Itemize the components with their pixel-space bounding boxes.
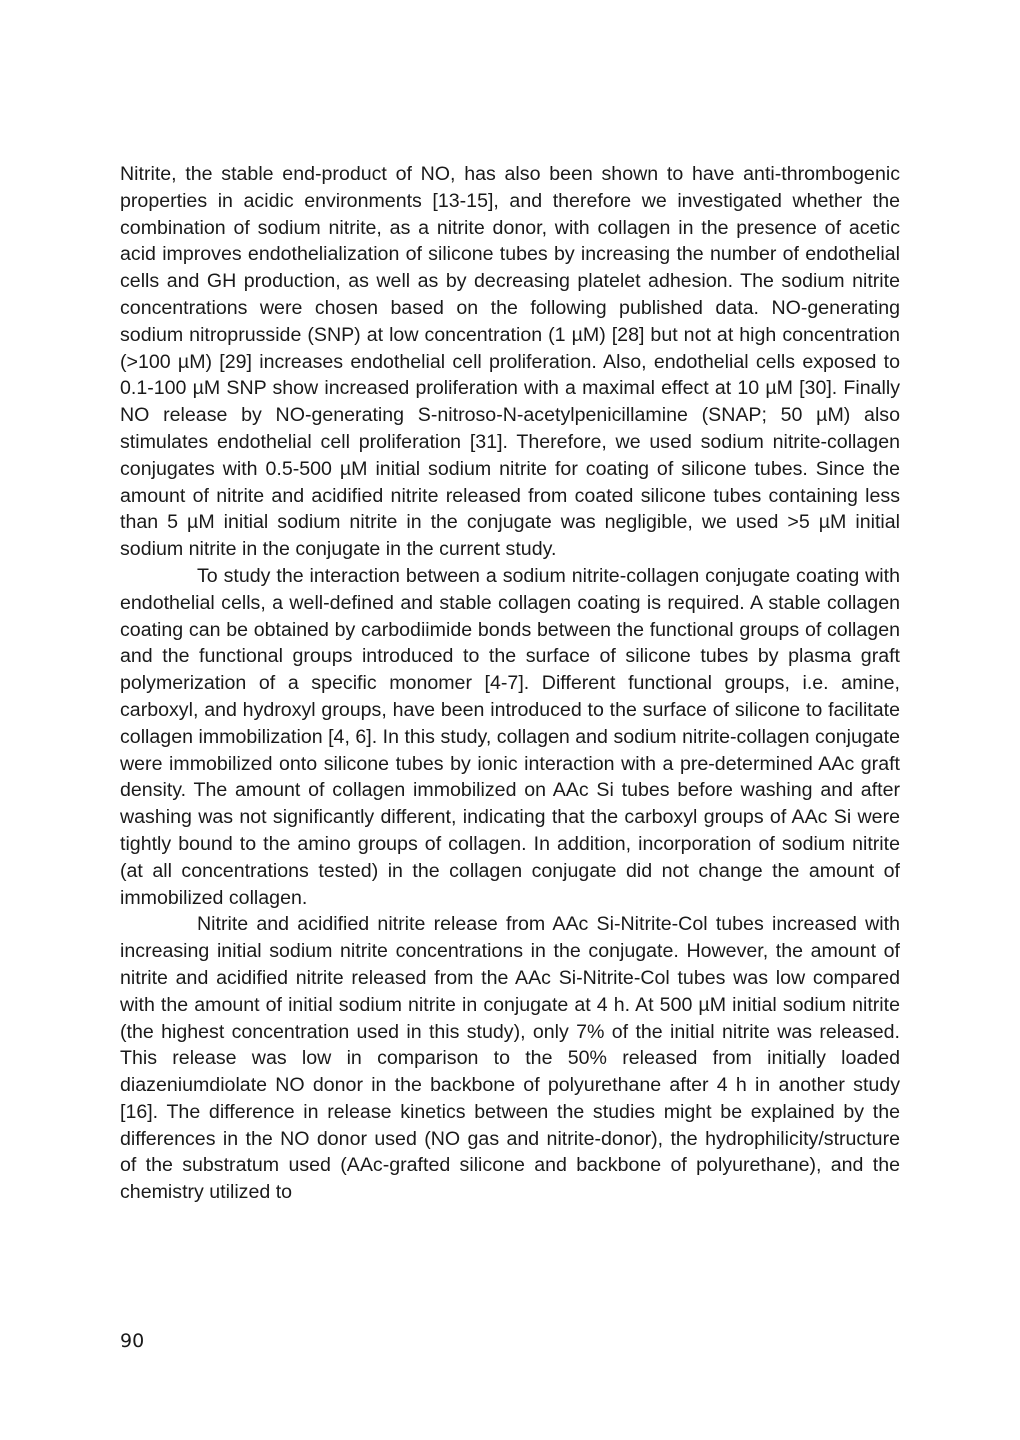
- page-number: 90: [120, 1330, 145, 1352]
- body-text: [120, 161, 900, 1206]
- paragraph-3: Nitrite and acidified nitrite release from AAc Si-Nitrite-Col tubes increased with increasing initial sodium nitrite concentrations in the conjugate. However, the amount of nitrite and acidified nitrite released from the AAc Si-Nitrite-Col tubes was low compared with the amount of initial sodium nitrite in conjugate at 4 h. At 500 µM initial sodium nitrite (the highest concentration used in this study), only 7% of the initial nitrite was released. This release was low in comparison to the 50% released from initially loaded diazeniumdiolate NO donor in the backbone of polyurethane after 4 h in another study [16]. The difference in release kinetics between the studies might be explained by the differences in the NO donor used (NO gas and nitrite-donor), the hydrophilicity/structure of the substratum used (AAc-grafted silicone and backbone of polyurethane), and the chemistry utilized to: [120, 913, 900, 1204]
- paragraph-2: To study the interaction between a sodium nitrite-collagen conjugate coating with endothelial cells, a well-defined and stable collagen coating is required. A stable collagen coating can be obtained by carbodiimide bonds between the functional groups of collagen and the functional groups introduced to the surface of silicone tubes by plasma graft polymerization of a specific monomer [4-7]. Different functional groups, i.e. amine, carboxyl, and hydroxyl groups, have been introduced to the surface of silicone to facilitate collagen immobilization [4, 6]. In this study, collagen and sodium nitrite-collagen conjugate were immobilized onto silicone tubes by ionic interaction with a pre-determined AAc graft density. The amount of collagen immobilized on AAc Si tubes before washing and after washing was not significantly different, indicating that the carboxyl groups of AAc Si were tightly bound to the amino groups of collagen. In addition, incorporation of sodium nitrite (at all concentrations tested) in the collagen conjugate did not change the amount of immobilized collagen.: [120, 564, 900, 909]
- paragraph-1: Nitrite, the stable end-product of NO, has also been shown to have anti-thrombogenic properties in acidic environments [13-15], and therefore we investigated whether the combination of sodium nitrite, as a nitrite donor, with collagen in the presence of acetic acid improves endothelialization of silicone tubes by increasing the number of endothelial cells and GH production, as well as by decreasing platelet adhesion. The sodium nitrite concentrations were chosen based on the following published data. NO-generating sodium nitroprusside (SNP) at low concentration (1 µM) [28] but not at high concentration (>100 µM) [29] increases endothelial cell proliferation. Also, endothelial cells exposed to 0.1-100 µM SNP show increased proliferation with a maximal effect at 10 µM [30]. Finally NO release by NO-generating S-nitroso-N-acetylpenicillamine (SNAP; 50 µM) also stimulates endothelial cell proliferation [31]. Therefore, we used sodium nitrite-collagen conjugates with 0.5-500 µM initial sodium nitrite for coating of silicone tubes. Since the amount of nitrite and acidified nitrite released from coated silicone tubes containing less than 5 µM initial sodium nitrite in the conjugate was negligible, we used >5 µM initial sodium nitrite in the conjugate in the current study.: [120, 163, 900, 561]
